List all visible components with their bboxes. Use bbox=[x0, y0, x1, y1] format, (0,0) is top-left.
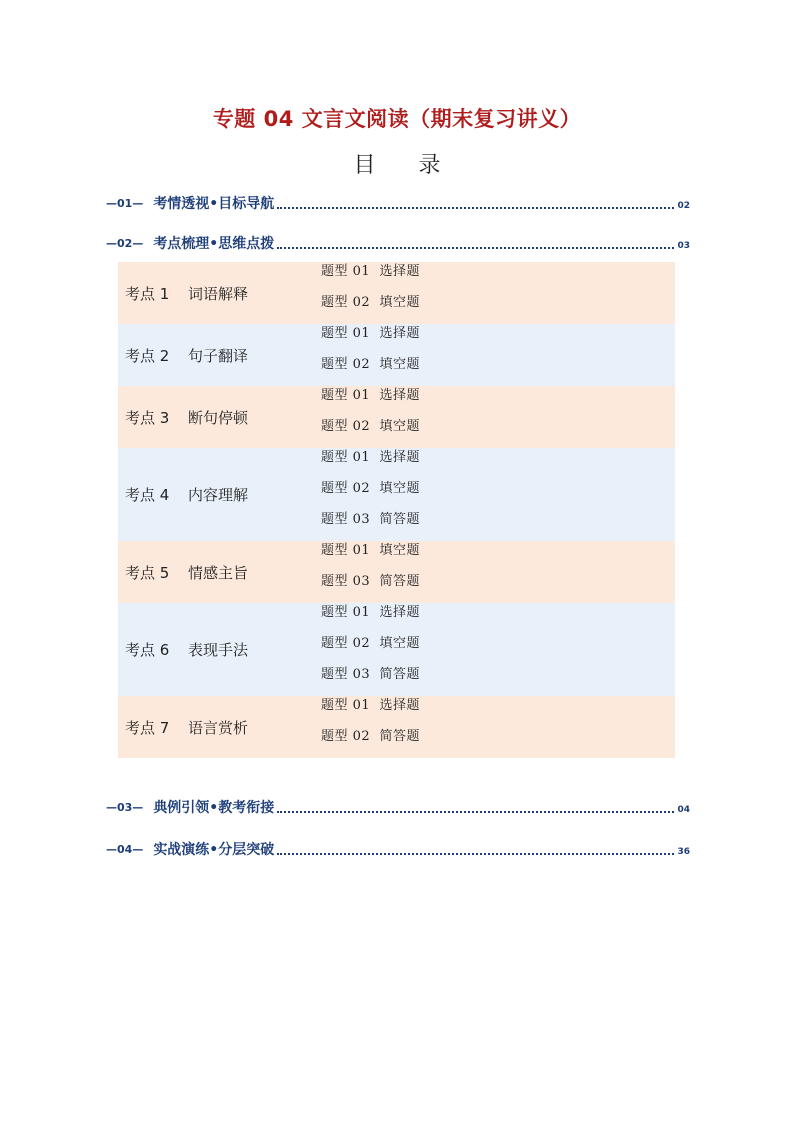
toc-entry-04[interactable] bbox=[106, 838, 690, 858]
toc-entry-01[interactable] bbox=[106, 192, 690, 212]
question-type: 题型 03 简答题 bbox=[321, 512, 420, 527]
toc-page: 04 bbox=[677, 805, 690, 815]
toc-leader bbox=[277, 811, 674, 813]
point-name: 内容理解 bbox=[188, 486, 249, 504]
question-type: 题型 01 选择题 bbox=[321, 698, 420, 713]
point-name: 句子翻译 bbox=[188, 346, 249, 365]
toc-text: 考点梳理•思维点拨 bbox=[153, 236, 275, 252]
question-type: 题型 01 选择题 bbox=[321, 326, 420, 341]
toc-page: 02 bbox=[677, 201, 690, 211]
point-label: 考点 4 bbox=[125, 486, 170, 504]
question-type: 题型 02 填空题 bbox=[321, 636, 420, 651]
exam-point-row bbox=[118, 603, 675, 696]
point-name: 词语解释 bbox=[188, 284, 249, 303]
toc-number: —04— bbox=[106, 843, 144, 856]
point-label: 考点 3 bbox=[125, 408, 170, 427]
toc-number: —02— bbox=[106, 237, 144, 250]
toc-heading: 目 录 bbox=[353, 153, 459, 178]
question-type: 题型 03 简答题 bbox=[321, 667, 420, 682]
question-type: 题型 01 选择题 bbox=[321, 388, 420, 403]
toc-entry-02[interactable] bbox=[106, 232, 690, 252]
question-type: 题型 01 选择题 bbox=[321, 605, 420, 620]
point-label: 考点 6 bbox=[125, 641, 170, 659]
question-type: 题型 01 填空题 bbox=[321, 543, 420, 558]
point-name: 语言赏析 bbox=[188, 718, 249, 737]
toc-leader bbox=[277, 207, 674, 209]
toc-number: —03— bbox=[106, 801, 144, 814]
question-type: 题型 01 选择题 bbox=[321, 450, 420, 465]
toc-number: —01— bbox=[106, 197, 144, 210]
toc-leader bbox=[277, 247, 674, 249]
exam-point-row bbox=[118, 448, 675, 541]
exam-point-row bbox=[118, 541, 675, 603]
question-type: 题型 02 填空题 bbox=[321, 295, 420, 310]
question-type: 题型 01 选择题 bbox=[321, 264, 420, 279]
point-name: 断句停顿 bbox=[188, 408, 249, 427]
point-label: 考点 5 bbox=[125, 563, 170, 582]
exam-points-table bbox=[118, 262, 675, 758]
toc-text: 实战演练•分层突破 bbox=[153, 842, 275, 858]
document-title: 专题 04 文言文阅读（期末复习讲义） bbox=[212, 107, 582, 131]
point-name: 情感主旨 bbox=[188, 563, 249, 582]
toc-page: 36 bbox=[677, 847, 690, 857]
point-label: 考点 2 bbox=[125, 346, 170, 365]
question-type: 题型 02 简答题 bbox=[321, 729, 420, 744]
question-type: 题型 02 填空题 bbox=[321, 357, 420, 372]
question-type: 题型 02 填空题 bbox=[321, 419, 420, 434]
toc-text: 考情透视•目标导航 bbox=[153, 196, 275, 212]
question-type: 题型 02 填空题 bbox=[321, 481, 420, 496]
exam-point-row bbox=[118, 324, 675, 386]
point-label: 考点 1 bbox=[125, 284, 170, 303]
exam-point-row bbox=[118, 262, 675, 324]
exam-point-row bbox=[118, 696, 675, 758]
toc-entry-03[interactable] bbox=[106, 796, 690, 816]
point-name: 表现手法 bbox=[188, 641, 249, 659]
toc-page: 03 bbox=[677, 241, 690, 251]
toc-leader bbox=[277, 853, 674, 855]
toc-text: 典例引领•教考衔接 bbox=[153, 800, 275, 816]
exam-point-row bbox=[118, 386, 675, 448]
question-type: 题型 03 简答题 bbox=[321, 574, 420, 589]
point-label: 考点 7 bbox=[125, 718, 170, 737]
